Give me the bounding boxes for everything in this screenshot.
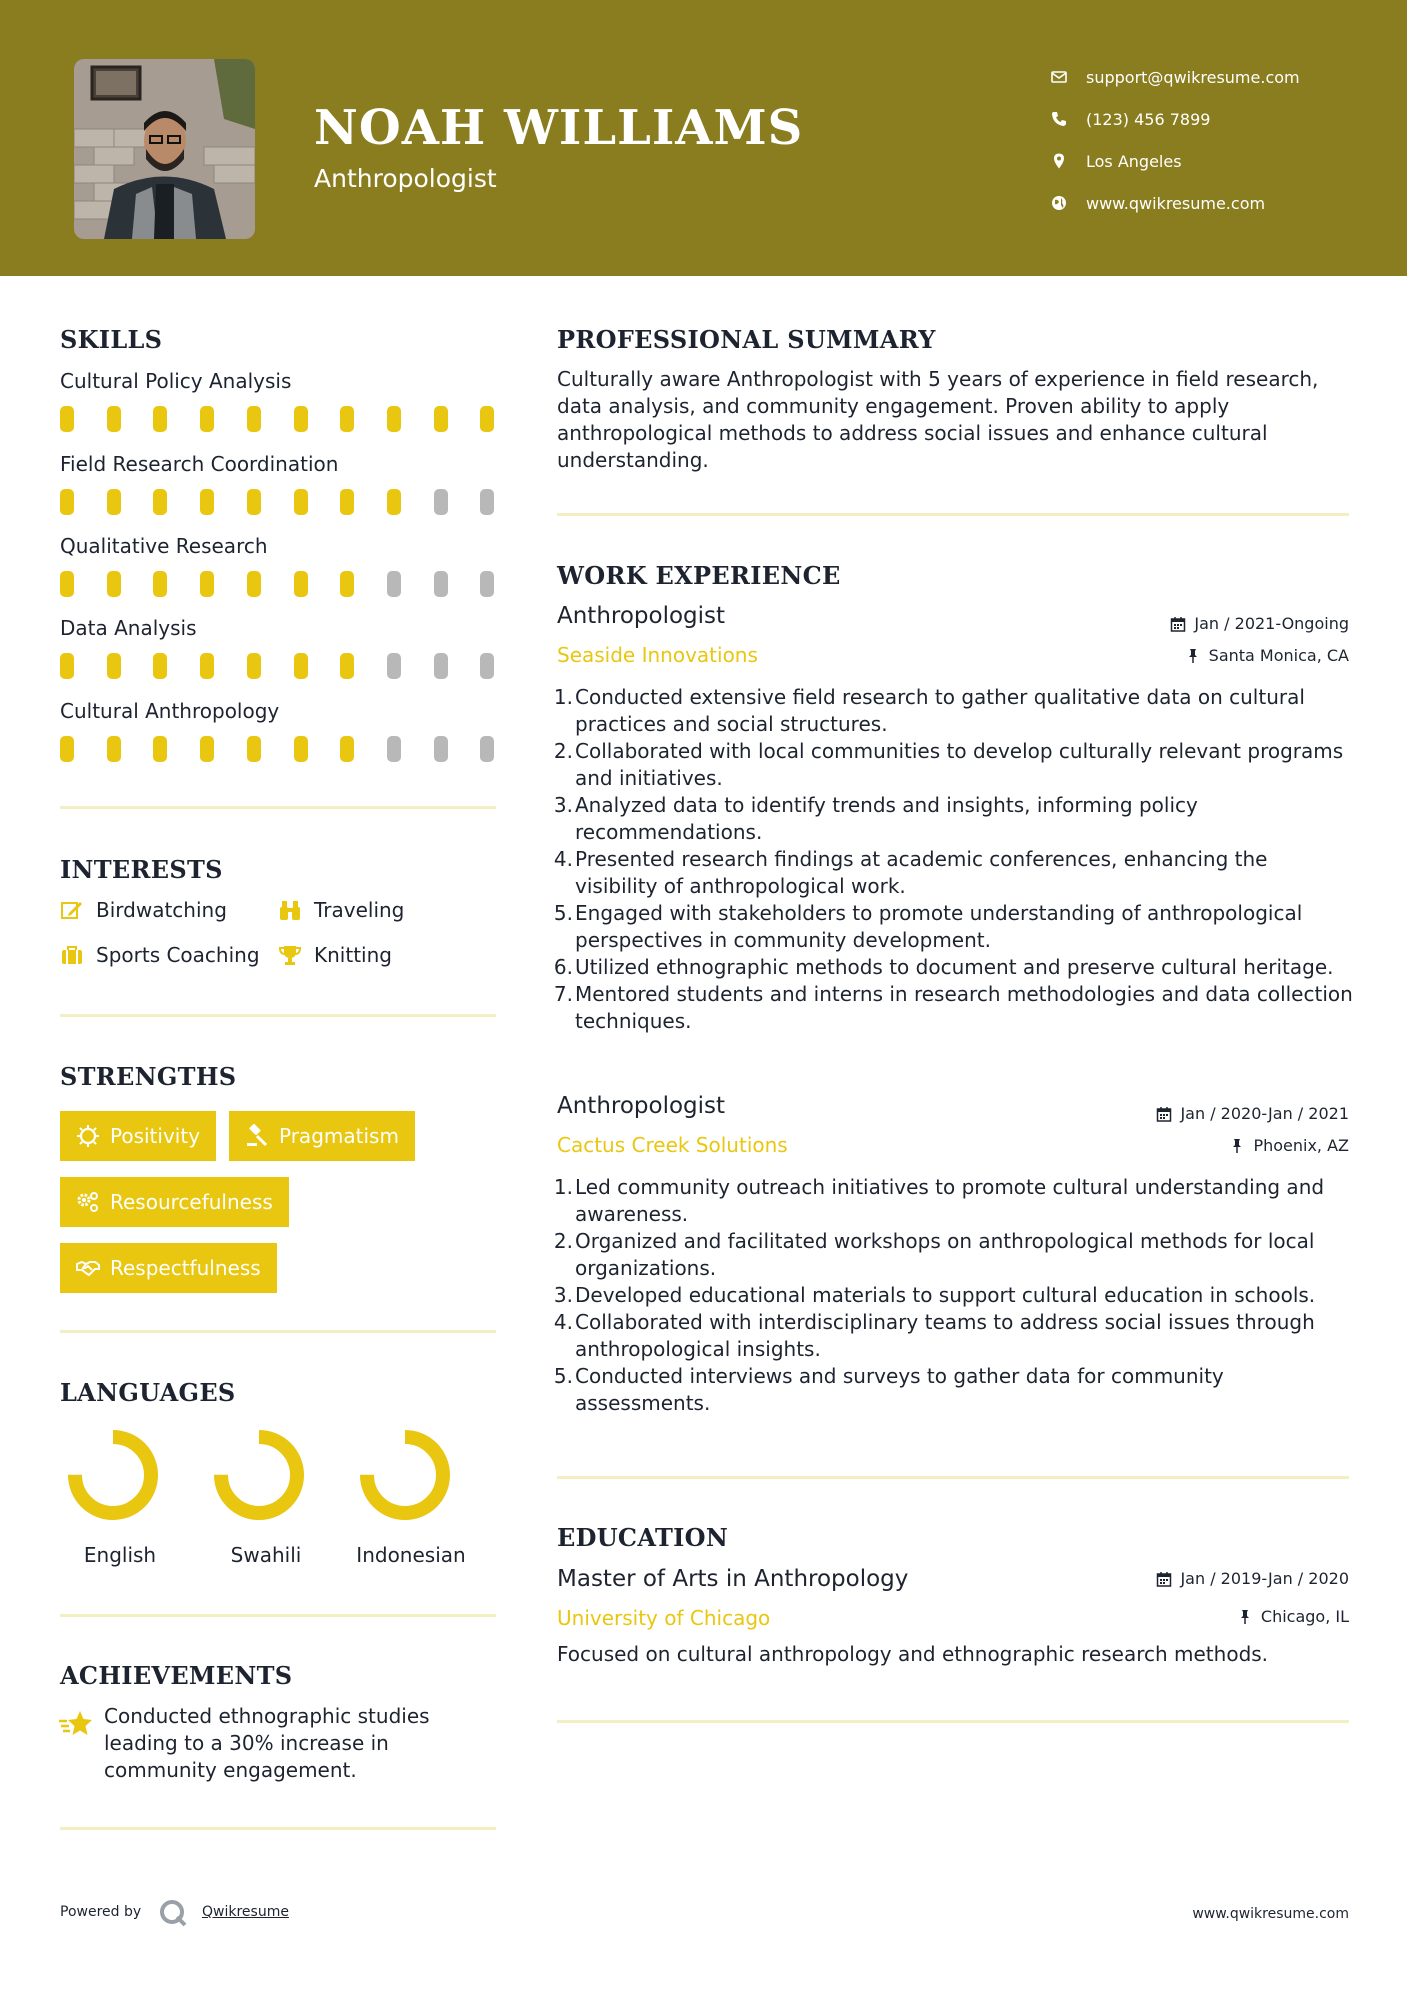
skill-pill-empty [434,571,448,597]
responsibility-number: 5. [553,1364,573,1388]
qwikresume-logo-icon [158,1898,188,1928]
responsibility-number: 2. [553,1229,573,1253]
skill-name: Field Research Coordination [60,452,339,476]
section-divider [60,1827,496,1830]
language-ring-arc [221,1437,297,1513]
email-text: support@qwikresume.com [1086,67,1300,87]
achievements-heading: ACHIEVEMENTS [60,1661,293,1690]
contact-phone[interactable] [1050,98,1300,140]
education-description: Focused on cultural anthropology and ethnographic research methods. [557,1642,1269,1666]
globe-icon [1050,194,1068,212]
strength-label: Pragmatism [279,1124,399,1148]
summary-text: Culturally aware Anthropologist with 5 years of experience in field research, data analysis, and community engagement. Proven ability to apply anthropological methods to address social issues and enhance cultural understanding. [557,367,1319,472]
skill-name: Data Analysis [60,616,197,640]
skill-pill-empty [434,736,448,762]
skill-pill-filled [153,571,167,597]
skill-pill-filled [247,406,261,432]
skill-pill-filled [60,489,74,515]
education-location [1237,1607,1349,1626]
strength-badge [229,1111,415,1161]
responsibility-text: Conducted interviews and surveys to gather data for community assessments. [575,1364,1224,1415]
skill-pill-filled [247,571,261,597]
responsibility-item [553,684,1355,738]
skill-pill-filled [480,406,494,432]
skill-pill-filled [153,406,167,432]
skill-pill-empty [387,653,401,679]
responsibility-text: Organized and facilitated workshops on anthropological methods for local organizations. [575,1229,1315,1280]
skill-level-bar [60,653,500,679]
interest-item [278,898,404,922]
skill-pill-filled [60,571,74,597]
contact-website[interactable] [1050,182,1300,224]
skill-pill-filled [340,571,354,597]
language-name: Swahili [230,1543,302,1567]
responsibility-text: Mentored students and interns in research methodologies and data collection techniques. [575,982,1353,1033]
interest-label: Knitting [314,943,392,967]
job-responsibilities [553,1174,1355,1417]
candidate-name: NOAH WILLIAMS [314,100,804,156]
interest-label: Traveling [314,898,405,922]
calendar-icon [1156,1571,1172,1587]
skill-pill-empty [480,653,494,679]
pencil-icon [60,899,84,921]
skill-pill-filled [434,406,448,432]
interest-label: Sports Coaching [96,943,260,967]
map-pin-icon [1050,152,1068,170]
responsibility-item [553,1174,1355,1228]
skill-level-bar [60,736,500,762]
language-proficiency-ring [212,1428,306,1522]
interest-item [60,898,227,922]
strength-label: Respectfulness [110,1256,261,1280]
skill-pill-empty [387,571,401,597]
responsibility-text: Collaborated with interdisciplinary teams to address social issues through anthropological insights. [575,1310,1315,1361]
profile-photo [74,59,255,239]
strength-badge [60,1111,216,1161]
section-divider [60,806,496,809]
responsibility-item [553,1228,1355,1282]
degree-title: Master of Arts in Anthropology [557,1566,909,1592]
responsibility-number: 5. [553,901,573,925]
contact-list [1050,56,1300,224]
job-location [1229,1136,1349,1155]
phone-icon [1050,110,1068,128]
skill-pill-filled [247,489,261,515]
skill-name: Cultural Policy Analysis [60,369,292,393]
languages-heading: LANGUAGES [60,1378,236,1407]
phone-text: (123) 456 7899 [1086,109,1211,129]
experience-heading: WORK EXPERIENCE [557,561,841,590]
language-proficiency-ring [358,1428,452,1522]
job-title: Anthropologist [557,603,726,629]
job-location-text: Phoenix, AZ [1253,1136,1349,1155]
responsibility-item [553,954,1355,981]
skill-pill-filled [200,736,214,762]
skill-pill-filled [340,406,354,432]
skill-pill-filled [200,406,214,432]
responsibility-item [553,846,1355,900]
skill-pill-filled [247,653,261,679]
skill-pill-filled [294,489,308,515]
responsibility-text: Collaborated with local communities to develop culturally relevant programs and initiatives. [575,739,1344,790]
skill-name: Qualitative Research [60,534,268,558]
responsibility-item [553,1309,1355,1363]
briefcase-icon [60,944,84,966]
job-title: Anthropologist [557,1093,726,1119]
language-name: English [83,1543,157,1567]
responsibility-number: 6. [553,955,573,979]
skill-pill-filled [60,736,74,762]
handshake-icon [76,1256,100,1280]
skill-pill-empty [434,489,448,515]
job-dates-text: Jan / 2020-Jan / 2021 [1180,1104,1349,1123]
section-divider [60,1014,496,1017]
responsibility-item [553,1282,1355,1309]
skill-level-bar [60,489,500,515]
resume-header [0,0,1407,276]
responsibility-number: 2. [553,739,573,763]
skills-heading: SKILLS [60,325,163,354]
school-name: University of Chicago [557,1606,771,1630]
strength-label: Resourcefulness [110,1190,273,1214]
skill-pill-empty [480,489,494,515]
responsibility-text: Presented research findings at academic conferences, enhancing the visibility of anthropological work. [575,847,1268,898]
skill-pill-filled [200,489,214,515]
responsibility-item [553,981,1355,1035]
skill-name: Cultural Anthropology [60,699,280,723]
responsibility-number: 3. [553,1283,573,1307]
envelope-icon [1050,68,1068,86]
gavel-icon [245,1124,269,1148]
skill-pill-filled [107,736,121,762]
responsibility-item [553,900,1355,954]
education-dates-text: Jan / 2019-Jan / 2020 [1180,1569,1349,1588]
section-divider [557,513,1349,516]
responsibility-item [553,1363,1355,1417]
job-location [1185,646,1349,665]
responsibility-number: 4. [553,847,573,871]
job-dates [1170,614,1349,633]
skill-pill-filled [247,736,261,762]
strength-badge [60,1177,289,1227]
interest-item [278,943,392,967]
gears-icon [76,1190,100,1214]
skill-pill-filled [340,489,354,515]
skill-pill-filled [153,736,167,762]
skill-pill-filled [107,489,121,515]
skill-pill-filled [107,571,121,597]
skill-pill-filled [294,736,308,762]
calendar-icon [1156,1106,1172,1122]
binoculars-icon [278,899,302,921]
skill-pill-filled [294,406,308,432]
footer-website[interactable]: www.qwikresume.com [1192,1906,1349,1922]
skill-pill-filled [200,653,214,679]
skill-pill-filled [107,653,121,679]
language-proficiency-ring [66,1428,160,1522]
skill-pill-filled [153,653,167,679]
powered-by-label: Powered by [60,1904,142,1920]
section-divider [60,1614,496,1617]
job-dates [1156,1104,1349,1123]
pushpin-icon [1229,1138,1245,1154]
skill-pill-filled [60,653,74,679]
skill-pill-filled [340,736,354,762]
skill-pill-empty [480,571,494,597]
responsibility-number: 3. [553,793,573,817]
contact-email[interactable] [1050,56,1300,98]
section-divider [557,1476,1349,1479]
skill-pill-filled [60,406,74,432]
responsibility-text: Developed educational materials to support cultural education in schools. [575,1283,1316,1307]
skill-pill-filled [294,653,308,679]
skill-pill-filled [340,653,354,679]
company-name: Seaside Innovations [557,643,758,667]
section-divider [60,1330,496,1333]
skill-pill-empty [480,736,494,762]
skill-pill-filled [294,571,308,597]
skill-pill-filled [387,406,401,432]
interest-item [60,943,260,967]
sun-icon [76,1124,100,1148]
interest-label: Birdwatching [96,898,227,922]
skill-pill-filled [153,489,167,515]
responsibility-item [553,738,1355,792]
candidate-title: Anthropologist [314,164,497,193]
star-icon [58,1709,94,1739]
qwikresume-link[interactable]: Qwikresume [202,1904,289,1920]
responsibility-number: 4. [553,1310,573,1334]
responsibility-number: 1. [553,685,573,709]
responsibility-text: Led community outreach initiatives to promote cultural understanding and awareness. [575,1175,1325,1226]
responsibility-text: Conducted extensive field research to gather qualitative data on cultural practices and social structures. [575,685,1305,736]
responsibility-text: Analyzed data to identify trends and insights, informing policy recommendations. [575,793,1198,844]
trophy-icon [278,944,302,966]
skill-pill-empty [434,653,448,679]
strengths-heading: STRENGTHS [60,1062,237,1091]
skill-pill-filled [107,406,121,432]
skill-pill-filled [387,489,401,515]
pushpin-icon [1185,648,1201,664]
summary-heading: PROFESSIONAL SUMMARY [557,325,936,354]
language-ring-arc [367,1437,443,1513]
section-divider [557,1720,1349,1723]
education-heading: EDUCATION [557,1523,729,1552]
language-ring-arc [75,1437,151,1513]
skill-level-bar [60,571,500,597]
responsibility-number: 7. [553,982,573,1006]
responsibility-text: Utilized ethnographic methods to document and preserve cultural heritage. [575,955,1334,979]
job-location-text: Santa Monica, CA [1208,646,1349,665]
company-name: Cactus Creek Solutions [557,1133,788,1157]
responsibility-item [553,792,1355,846]
strength-badge [60,1243,277,1293]
skill-level-bar [60,406,500,432]
responsibility-text: Engaged with stakeholders to promote understanding of anthropological perspectives in community development. [575,901,1303,952]
skill-pill-filled [200,571,214,597]
contact-location [1050,140,1300,182]
location-text: Los Angeles [1086,151,1182,171]
job-dates-text: Jan / 2021-Ongoing [1194,614,1349,633]
interests-heading: INTERESTS [60,855,223,884]
website-text: www.qwikresume.com [1086,193,1266,213]
job-responsibilities [553,684,1355,1035]
skill-pill-empty [387,736,401,762]
responsibility-number: 1. [553,1175,573,1199]
education-location-text: Chicago, IL [1260,1607,1349,1626]
pushpin-icon [1237,1609,1253,1625]
achievement-text: Conducted ethnographic studies leading to a 30% increase in community engagement. [104,1704,430,1782]
education-dates [1156,1569,1349,1588]
strength-label: Positivity [110,1124,201,1148]
calendar-icon [1170,616,1186,632]
language-name: Indonesian [356,1543,466,1567]
